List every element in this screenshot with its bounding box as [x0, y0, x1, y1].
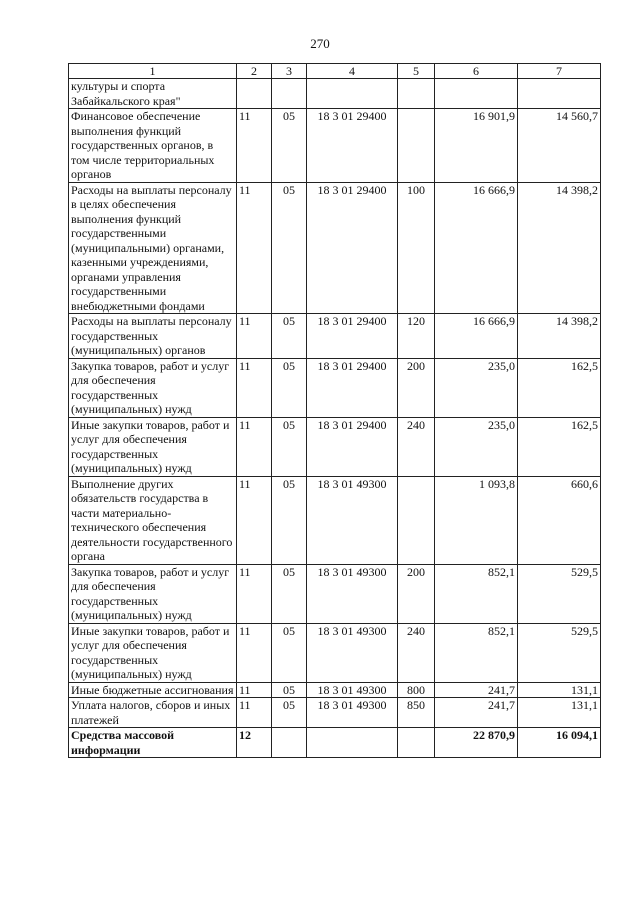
- column-header: 6: [435, 64, 518, 79]
- table-row: [69, 623, 601, 682]
- amount-col6-cell: 16 666,9: [435, 182, 518, 314]
- table-body: [69, 79, 601, 758]
- amount-col6-cell: 235,0: [435, 417, 518, 476]
- row-name-cell: Уплата налогов, сборов и иных платежей: [69, 698, 237, 728]
- table-row: [69, 182, 601, 314]
- amount-col7-cell: 16 094,1: [518, 728, 601, 758]
- target-article-cell: 18 3 01 49300: [307, 698, 398, 728]
- table-row: [69, 682, 601, 698]
- amount-col7-cell: [518, 79, 601, 109]
- amount-col7-cell: 14 398,2: [518, 182, 601, 314]
- expense-type-cell: [398, 79, 435, 109]
- expense-type-cell: [398, 109, 435, 183]
- expense-type-cell: 240: [398, 623, 435, 682]
- expense-type-cell: 200: [398, 564, 435, 623]
- section-cell: 11: [237, 476, 272, 564]
- target-article-cell: 18 3 01 49300: [307, 476, 398, 564]
- amount-col6-cell: 241,7: [435, 682, 518, 698]
- amount-col7-cell: 131,1: [518, 698, 601, 728]
- section-cell: 11: [237, 358, 272, 417]
- expense-type-cell: [398, 476, 435, 564]
- target-article-cell: 18 3 01 29400: [307, 182, 398, 314]
- subsection-cell: 05: [272, 476, 307, 564]
- subsection-cell: 05: [272, 182, 307, 314]
- section-cell: 11: [237, 623, 272, 682]
- subsection-cell: 05: [272, 682, 307, 698]
- expense-type-cell: [398, 728, 435, 758]
- expense-type-cell: 800: [398, 682, 435, 698]
- expense-type-cell: 850: [398, 698, 435, 728]
- expense-type-cell: 120: [398, 314, 435, 359]
- subsection-cell: 05: [272, 417, 307, 476]
- expense-type-cell: 100: [398, 182, 435, 314]
- table-row: [69, 358, 601, 417]
- row-name-cell: Финансовое обеспечение выполнения функций государственных органов, в том числе территориальных органов: [69, 109, 237, 183]
- row-name-cell: Выполнение других обязательств государства в части материально-технического обеспечения деятельности государственного органа: [69, 476, 237, 564]
- amount-col6-cell: 241,7: [435, 698, 518, 728]
- row-name-cell: Иные закупки товаров, работ и услуг для обеспечения государственных (муниципальных) нужд: [69, 417, 237, 476]
- table-row: [69, 698, 601, 728]
- target-article-cell: 18 3 01 29400: [307, 109, 398, 183]
- section-cell: 11: [237, 417, 272, 476]
- target-article-cell: 18 3 01 49300: [307, 682, 398, 698]
- amount-col7-cell: 529,5: [518, 623, 601, 682]
- table-row: [69, 109, 601, 183]
- amount-col7-cell: 162,5: [518, 358, 601, 417]
- subsection-cell: 05: [272, 623, 307, 682]
- subsection-cell: [272, 79, 307, 109]
- amount-col7-cell: 529,5: [518, 564, 601, 623]
- target-article-cell: 18 3 01 49300: [307, 623, 398, 682]
- amount-col6-cell: 852,1: [435, 623, 518, 682]
- amount-col6-cell: 1 093,8: [435, 476, 518, 564]
- row-name-cell: Средства массовой информации: [69, 728, 237, 758]
- target-article-cell: 18 3 01 29400: [307, 417, 398, 476]
- subsection-cell: 05: [272, 358, 307, 417]
- amount-col7-cell: 131,1: [518, 682, 601, 698]
- table-row: [69, 79, 601, 109]
- row-name-cell: Расходы на выплаты персоналу в целях обеспечения выполнения функций государственными (муниципальными) органами, казенными учреждениями, органами управления государственными внебюджетными фондами: [69, 182, 237, 314]
- amount-col6-cell: 235,0: [435, 358, 518, 417]
- column-header: 2: [237, 64, 272, 79]
- amount-col7-cell: 14 560,7: [518, 109, 601, 183]
- section-cell: 11: [237, 314, 272, 359]
- section-cell: 12: [237, 728, 272, 758]
- table-header-row: [69, 64, 601, 79]
- subsection-cell: [272, 728, 307, 758]
- column-header: 4: [307, 64, 398, 79]
- section-cell: [237, 79, 272, 109]
- amount-col7-cell: 162,5: [518, 417, 601, 476]
- row-name-cell: культуры и спорта Забайкальского края": [69, 79, 237, 109]
- column-header: 3: [272, 64, 307, 79]
- table-row: [69, 564, 601, 623]
- section-cell: 11: [237, 698, 272, 728]
- row-name-cell: Закупка товаров, работ и услуг для обеспечения государственных (муниципальных) нужд: [69, 564, 237, 623]
- row-name-cell: Иные закупки товаров, работ и услуг для обеспечения государственных (муниципальных) нужд: [69, 623, 237, 682]
- target-article-cell: [307, 728, 398, 758]
- column-header: 1: [69, 64, 237, 79]
- amount-col6-cell: 16 666,9: [435, 314, 518, 359]
- section-cell: 11: [237, 182, 272, 314]
- column-header: 5: [398, 64, 435, 79]
- amount-col7-cell: 660,6: [518, 476, 601, 564]
- section-cell: 11: [237, 564, 272, 623]
- column-header: 7: [518, 64, 601, 79]
- target-article-cell: 18 3 01 49300: [307, 564, 398, 623]
- table-row: [69, 314, 601, 359]
- subsection-cell: 05: [272, 109, 307, 183]
- amount-col7-cell: 14 398,2: [518, 314, 601, 359]
- expense-type-cell: 200: [398, 358, 435, 417]
- subsection-cell: 05: [272, 314, 307, 359]
- target-article-cell: [307, 79, 398, 109]
- expense-type-cell: 240: [398, 417, 435, 476]
- table-row: [69, 476, 601, 564]
- target-article-cell: 18 3 01 29400: [307, 314, 398, 359]
- subsection-cell: 05: [272, 564, 307, 623]
- amount-col6-cell: 852,1: [435, 564, 518, 623]
- amount-col6-cell: [435, 79, 518, 109]
- table-row: [69, 417, 601, 476]
- row-name-cell: Закупка товаров, работ и услуг для обеспечения государственных (муниципальных) нужд: [69, 358, 237, 417]
- table-row: [69, 728, 601, 758]
- subsection-cell: 05: [272, 698, 307, 728]
- target-article-cell: 18 3 01 29400: [307, 358, 398, 417]
- amount-col6-cell: 22 870,9: [435, 728, 518, 758]
- page-number: 270: [310, 36, 330, 51]
- section-cell: 11: [237, 682, 272, 698]
- budget-table: [68, 63, 601, 758]
- section-cell: 11: [237, 109, 272, 183]
- row-name-cell: Расходы на выплаты персоналу государственных (муниципальных) органов: [69, 314, 237, 359]
- row-name-cell: Иные бюджетные ассигнования: [69, 682, 237, 698]
- amount-col6-cell: 16 901,9: [435, 109, 518, 183]
